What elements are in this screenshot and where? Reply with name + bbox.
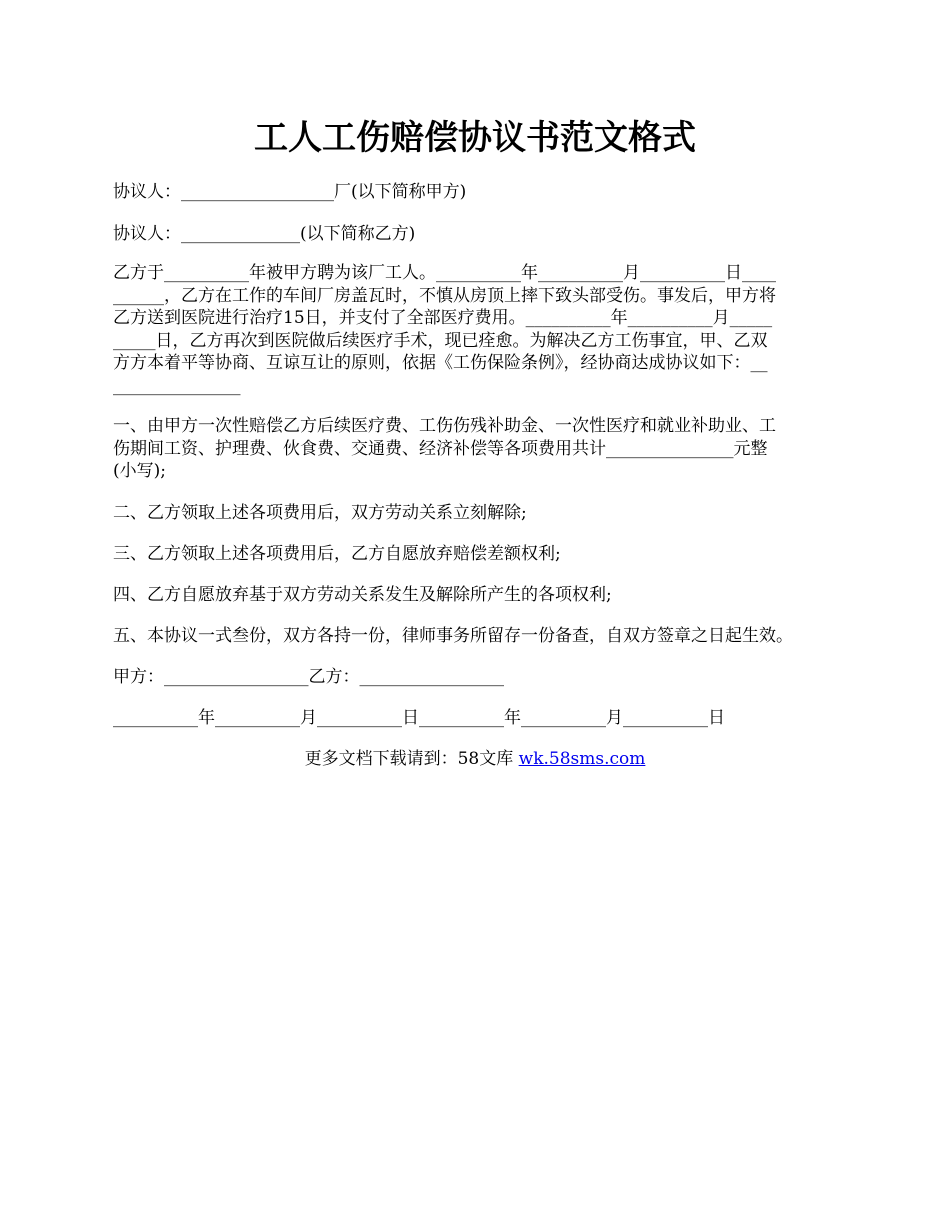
footer-text: 更多文档下载请到：58文库 bbox=[304, 749, 519, 769]
party-a-line: 协议人：__________________厂(以下简称甲方) bbox=[113, 182, 467, 202]
clause-1 bbox=[113, 415, 841, 483]
clause-2: 二、乙方领取上述各项费用后，双方劳动关系立刻解除; bbox=[113, 503, 527, 523]
clause-3: 三、乙方领取上述各项费用后，乙方自愿放弃赔偿差额权利; bbox=[113, 544, 561, 564]
clause-4: 四、乙方自愿放弃基于双方劳动关系发生及解除所产生的各项权利; bbox=[113, 585, 612, 605]
clause-1-row: 一、由甲方一次性赔偿乙方后续医疗费、工伤伤残补助金、一次性医疗和就业补助业、工 bbox=[113, 416, 776, 436]
intro-row: 乙方于__________年被甲方聘为该厂工人。__________年__________月__________日____ bbox=[113, 263, 776, 283]
date-line: __________年__________月__________日__________年__________月__________日 bbox=[113, 708, 725, 728]
clause-1-row: 伤期间工资、护理费、伙食费、交通费、经济补偿等各项费用共计_______________元整 bbox=[113, 438, 768, 459]
intro-paragraph bbox=[113, 262, 841, 397]
intro-row: _____日，乙方再次到医院做后续医疗手术，现已痊愈。为解决乙方工伤事宜，甲、乙双 bbox=[113, 330, 768, 351]
clause-1-row: (小写); bbox=[113, 461, 166, 481]
footer-link[interactable]: wk.58sms.com bbox=[518, 749, 646, 769]
clause-5: 五、本协议一式叁份，双方各持一份，律师事务所留存一份备查，自双方签章之日起生效。 bbox=[113, 626, 793, 646]
party-b-line: 协议人：______________(以下简称乙方) bbox=[113, 224, 416, 244]
footer bbox=[0, 748, 950, 770]
document-title: 工人工伤赔偿协议书范文格式 bbox=[254, 118, 696, 158]
intro-row: 乙方送到医院进行治疗15日，并支付了全部医疗费用。__________年__________月_____ bbox=[113, 308, 773, 328]
intro-row: ______，乙方在工作的车间厂房盖瓦时，不慎从房顶上摔下致头部受伤。事发后，甲方将 bbox=[113, 285, 776, 306]
intro-row: _______________ bbox=[113, 375, 241, 396]
signature-line: 甲方：_________________乙方：_________________ bbox=[113, 667, 504, 687]
intro-row: 方方本着平等协商、互谅互让的原则，依据《工伤保险条例》，经协商达成协议如下：__ bbox=[113, 353, 768, 373]
